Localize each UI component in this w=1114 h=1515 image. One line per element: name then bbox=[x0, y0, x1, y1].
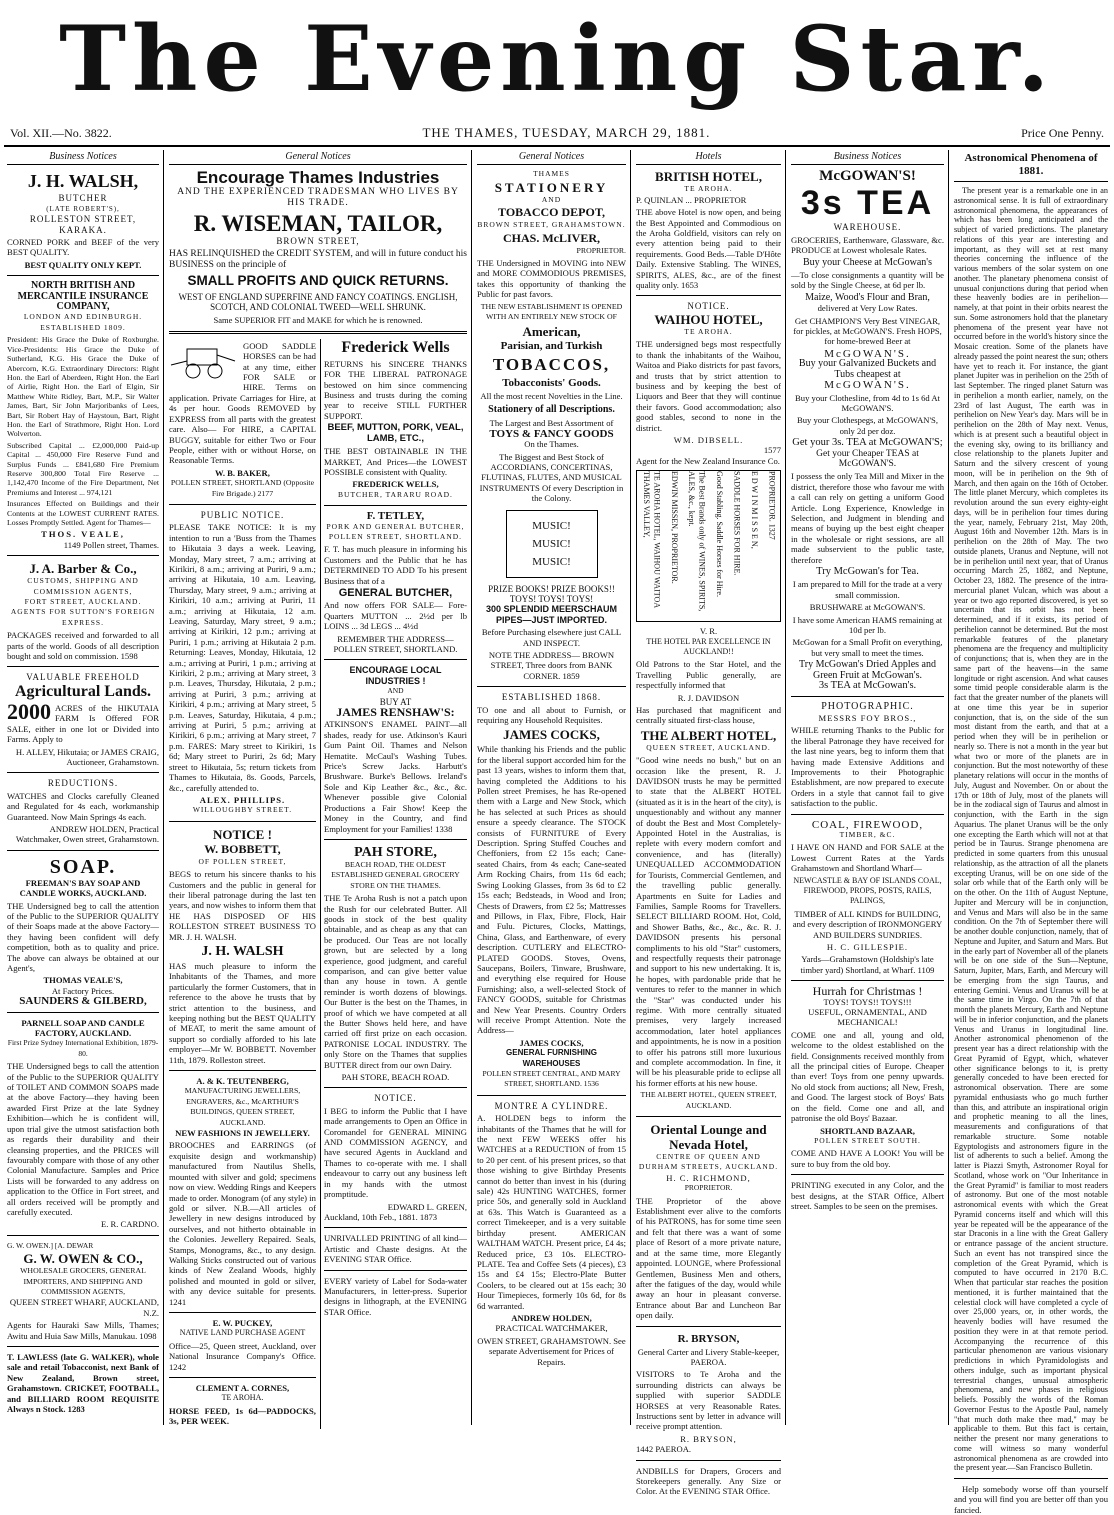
land-title: Agricultural Lands. bbox=[14, 682, 151, 700]
clothes: Buy your Clothesline, from 4d to 1s 6d At McGOWAN'S. bbox=[795, 392, 940, 413]
cheese: Buy your Cheese at McGowan's bbox=[803, 256, 932, 268]
wiseman-fit: Same SUPERIOR FIT and MAKE for which he is renowned. bbox=[213, 315, 423, 326]
gillespie: H. C. GILLESPIE. bbox=[826, 942, 909, 952]
mill: I am prepared to Mill for the trade at a very small commission. bbox=[792, 579, 943, 600]
north-british-directors: President: His Grace the Duke of Roxburghe. Vice-Presidents: His Grace the Duke of Sutherland, K.G. His Grace the Duke of Abercorn, K.G. Extraordinary Directors: Right Hon. the Earl of Aberdeen, Right Hon. the Earl of Airlie, Right Hon. the Earl of Elgin, Sir Matthew White Ridley, Bart, M.P., Sir Walter James, Bart, Sir John Marjoribanks of Lees, Bart, Sir Robert Hay of Haystoun, Bart, Right Hon. the Earl of Strathmore, Right Hon. Lord Wolverton. bbox=[7, 335, 159, 439]
coal-heading: COAL, FIREWOOD, bbox=[811, 818, 924, 831]
buckets: Buy your Galvanized Buckets and Tubs cheapest at bbox=[798, 358, 937, 380]
timber: TIMBER of ALL KINDS for BUILDING, and every description of IRONMONGERY AND BUILDERS SUNDRIES. bbox=[792, 908, 943, 940]
cornes-name: CLEMENT A. CORNES, bbox=[195, 1383, 290, 1393]
holden-address: OWEN STREET, GRAHAMSTOWN. See separate Advertisement for Prices of Repairs. bbox=[477, 1335, 626, 1367]
walsh-address: ROLLESTON STREET, KARAKA. bbox=[29, 214, 137, 235]
cocks-warehouse: GENERAL FURNISHING WAREHOUSES bbox=[506, 1048, 597, 1068]
labels-ad: EVERY variety of Label for Soda-water Manufacturers, in letter-press. Superior designs in lithograph, at the EVENING STAR Office. bbox=[323, 1275, 467, 1317]
toys-toys: TOYS! TOYS! TOYS! bbox=[509, 593, 594, 604]
fashion-text: BROOCHES and EARRINGS (of exquisite design and workmanship) manufactured from Nautilus Shells, mounted with silver and gold; specimens now on view. Wedding Rings and Keepers made to order. Monogram (of any style) in gold or silver. N.B.—All articles of Jewellery in new designs introduced by ourselves, and not hitherto obtainable in the Colonies. Jewellery Repaired. Seals, Stamps, Monograms, &c., to any design. Walking Sticks constructed out of various kinds of New Zealand Woods, highly polished and mounted in gold or silver, with any device suitable for presents. 1241 bbox=[169, 1140, 316, 1307]
bryson-sig: R. BRYSON, bbox=[680, 1433, 737, 1444]
phillips-name: ALEX. PHILLIPS. bbox=[199, 794, 286, 805]
help-somebody: Help somebody worse off than yourself and you will find you are better off than you fancied. bbox=[954, 1484, 1108, 1515]
owen-agents: Agents for Hauraki Saw Mills, Thames; Awitu and Huia Saw Mills, Manukau. 1098 bbox=[7, 1320, 159, 1341]
divider bbox=[477, 686, 626, 687]
instruments: The Biggest and Best Stock of ACCORDIANS, CONCERTINAS, FLUTINAS, FLUTES, AND MUSICAL INSTRUMENTS Of every Description in the Colony. bbox=[479, 451, 624, 504]
cardno: E. R. CARDNO. bbox=[100, 1219, 159, 1230]
column-heading: General Notices bbox=[477, 152, 626, 165]
divider bbox=[7, 1346, 159, 1347]
soap-agent-sub: At Factory Prices. bbox=[51, 985, 115, 996]
coal-sub: TIMBER, &C. bbox=[839, 829, 896, 839]
divider bbox=[636, 295, 781, 296]
owen-name: G. W. OWEN & CO., bbox=[23, 1251, 143, 1267]
walsh-late: (LATE ROBERT'S), bbox=[46, 204, 120, 213]
divider bbox=[7, 666, 159, 667]
par-excellence: THE HOTEL PAR EXCELLENCE IN AUCKLAND!! bbox=[646, 636, 771, 656]
oriental-text: THE Proprietor of the above Establishment ever alive to the comforts of his PATRONS, has for some time seen and felt that there was a want of some place of Resort of a more private nature, and at the same time, more Elegantly appointed. LOUNGE, where Professional Gentlemen, Business Men and others, after the fatigues of the day, would while away an hour in pleasant converse. Entrance about Bar and Luncheon Bar open daily. bbox=[636, 1195, 781, 1321]
cocks-name: JAMES COCKS, bbox=[503, 727, 600, 743]
pegs: Buy your Clothespegs, at McGOWAN'S, only 2d per doz. bbox=[797, 415, 938, 436]
divider bbox=[791, 980, 944, 981]
soap-heading: SOAP. bbox=[49, 855, 117, 878]
wells-text: RETURNS his SINCERE THANKS FOR THE LIBERAL PATRONAGE bestowed on him since commencing Business and trusts during the coming year to receive STILL FURTHER SUPPORT. bbox=[323, 358, 467, 421]
divider bbox=[324, 659, 467, 660]
divider bbox=[169, 504, 316, 505]
divider bbox=[477, 1095, 626, 1096]
veale-name: THOS. VEALE, bbox=[41, 529, 125, 540]
divider bbox=[169, 1070, 316, 1071]
wiseman-slogan: SMALL PROFITS AND QUICK RETURNS. bbox=[187, 272, 449, 288]
te-aroha-hotel-rotated-ad bbox=[636, 470, 781, 622]
walsh-name: J. H. WALSH, bbox=[27, 171, 139, 192]
cocks-intro: TO one and all about to Furnish, or requiring any Household Requisites. bbox=[477, 704, 626, 725]
divider bbox=[324, 839, 467, 840]
land-heading: VALUABLE FREEHOLD bbox=[26, 672, 140, 683]
albert-address: QUEEN STREET, AUCKLAND. bbox=[646, 742, 771, 752]
maize-sub: delivered at Very Low Rates. bbox=[817, 303, 918, 314]
wells-sig: FREDERICK WELLS, bbox=[352, 479, 439, 490]
carriage-illustration bbox=[169, 341, 239, 381]
land-text: ACRES of the HIKUTAIA FARM Is Offered FOR SALE, either in one lot or Divided into Farms. Apply to bbox=[7, 702, 159, 745]
bryson-num: 1442 PAEROA. bbox=[636, 1444, 692, 1455]
cocks-body: While thanking his Friends and the public for the liberal support accorded him for the past 13 years, wishes to inform them that, having completed the Additions to his Pollen street Premises, he has Re-opened them with a Large and New Stock, which he has selected at such Prices as should ensure a speedy clearance. The STOCK consists of FURNITURE of Every Description. Spring Stuffed Couches and Cheffoniers, from £2 15s each; Cane-seated Chairs, from 4s each; Cane-seated Arm Rocking Chairs, from 11s 6d each; Swing Looking Glasses, from 3s 6d to £2 15s each; Bedsteads, in Wood and Iron; Chests of Drawers, from £2 5s; Mattresses and Pillows, in Flax, Fibre, Flock, Hair and Fulu. Pictures, Clocks, Mattings, China, Glass, and Earthenware, of every description. CUTLERY and ELECTRO-PLATED GOODS. Stoves, Ovens, Saucepans, Boilers, Tinware, Brushware, and everything else required for House Furnishing; also, a well-selected Stock of FANCY GOODS, suitable for Christmas and New Year Presents. Country Orders will receive Prompt Attention. Note the Address— bbox=[477, 744, 626, 1036]
waihou-sub: TE AROHA. bbox=[684, 326, 733, 336]
tea-at: Get your 3s. TEA at McGOWAN'S; bbox=[792, 437, 943, 449]
column-divider bbox=[948, 150, 949, 1425]
walsh-trade: BUTCHER bbox=[58, 193, 108, 204]
walsh-best: BEST QUALITY ONLY KEPT. bbox=[24, 259, 142, 270]
dibsell-num: 1577 bbox=[763, 445, 781, 456]
lawless-text: T. LAWLESS (late G. WALKER), whole sale and retail Tobacconist, next Bank of New Zealand, Brown street, Grahamstown. CRICKET, FOOTBALL, and BILLIARD ROOM REQUISITE Always n Stock. 1283 bbox=[7, 1352, 159, 1415]
davidson: R. J. DAVIDSON bbox=[677, 692, 740, 703]
tetley-sale: And now offers FOR SALE— Fore-Quarters MUTTON ... 2½d per lb LOINS ... 3d LEGS ... 4½d bbox=[323, 600, 467, 632]
music-label: MUSIC! bbox=[532, 555, 571, 568]
hams: I have some American HAMS remaining at 10d per lb. bbox=[792, 614, 943, 636]
new-establishment: THE NEW ESTABLISHMENT IS OPENED WITH AN ENTIRELY NEW STOCK OF bbox=[480, 301, 623, 322]
teutenberg-sub: MANUFACTURING JEWELLERS, ENGRAVERS, &c., McARTHUR'S BUILDINGS, QUEEN STREET, AUCKLAND. bbox=[184, 1086, 301, 1127]
parnell-text: THE Undersigned begs to call the attention of the Public to the SUPERIOR QUALITY of TOILET AND COMMON SOAPS made at the above Factory—they having been awarded First Prize at the late Sydney Exhibition—which he is confident will, upon trial give the utmost satisfaction both as regards their durability and their cleansing properties, and the PRICES will favourably compare with those of any other Colonial Manufacture. Samples and Price Lists will be forwarded to any address on application to the Office in Fort street, and all orders received will be promptly and carefully executed. bbox=[7, 1061, 159, 1217]
article-body: The present year is a remarkable one in an astronomical sense. It is full of extraordinary astronomical phenomena, the appearances of which has been long anticipated and the subject of varied predictions. The planetary relations of this year are interesting and important, as they will set at rest many theories concerning the influence of the various members of the solar system on one another. The planetary phenomena consist of unusual conjunctions during that period when these heavenly bodies are in perihelion—namely, at that point in their orbits nearest the sun. Some astronomers hold that the planetary phenomena of the present year have not occurred before in the world's history since the Mosaic creation. Some of the planets have already passed the point nearest the sun; others have yet to reach it. For instance, the giant planet Jupiter was in perihelion on the 25th of last September. The ringed planet Saturn was in perihelion a month earlier, namely, on the 23rd of last August, The earth was in perihelion on New Year's day. Mars will be in perihelion on the 28th of May next. Venus, which is at present such a beautiful object in the evening sky, owing to its brilliancy and close relationship to the planets Jupiter and Saturn and the silvery crescent of young moon, will be in perihelion on the 9th of March, and then again on the 16th of October. The little planet Mercury, which completes its revolution around the sun every eighty-eight days, will be in perihelion four times during the year, namely, February 21st, May 20th, August 16th and November 12th. Mars is in perihelion on the 28th of May. The two outside planets, Uranus and Neptune, will not be in perihelion until next year, that of Uranus occurring March 25, 1882, and Neptune, October 23, 1882. The presence of the intra-mercurial planet Vulcan, which was about a year or two ago reported discovered, is yet so uncertain that its orbit has not been determined, and if it exists, its period of perihelion cannot be determined. But the most remarkable features of the planetary phenomena are the frequency and multiplicity of conjunctions; that is, when they are in the same part of the heavens—in the same longitude or right ascension. And what causes some timid people considerable alarm is the fact that the greater number of the planets will at one time this year be in superior conjunction, that is, on the side of the sun most distant from the earth, and that at a period when they will be in perihelion or nearly so. There is not a month in the year but what two or more of the planets are in conjunction. But the most noteworthy of these planetary relations will occur in the months of July, August and November. On or about the 17th or 18th of July, most of the planets will be in the zodiacal sign of Taurus and almost in conjunction, with the Earth in the sign Aquarius. The planet Uranus will be the only one excepting the Earth which will not at that period be in Taurus. Strange phenomena are predicted in some quarters from this unusual relationship, as the attraction of all the planets excepting Uranus, will be on one side of the solar orb while that of the Earth only will be on the other. On the 11th of August Neptune, Jupiter and Mercury will be in conjunction, and Venus and Mars will also be in the same condition. On the 7th of September there will be another double conjunction, namely, that of Neptune and Jupiter, and Saturn and Mars. But in the early part of November all of the planets will be on one side of the Sun—Neptune, Saturn, Jupiter, Mars, Earth, and Mercury will be emerging from the sign Taurus, and entering Gemini. Venus and Uranus will be at the same time in Virgo. On the 7th of that month the planets Mercury, Earth and Neptune will be in inferior conjunction, and the planets Venus and Uranus in longitudinal line. Another astronomical phenomenon of the present year has a direct relationship with the Great Pyramid of Egypt, which, whatever other significance belongs to it, is pretty generally conceded to have been erected for astronomical observation. There are some pyramidal enthusiasts who go much further than this, and attribute an inspirational origin and prophetic meaning to all the lines, measurements and configurations of that remarkable structure. Some notable Egyptologists and astronomers figure in the list of adherents to such a belief. Among the latter is Piazzi Smyth, Astronomer Royal for Scotland, whose work on "Our Inheritance in the Great Pyramid" is familiar to most readers of astronomy. But one of the most notable astronomical events with which the Great Pyramid concerns itself and which will this year be repeated will be the appearance of the star Draconis in a line with the Great Gallery or entrance passage of the ancient structure. Such an event has not transpired since the completion of the Great Pyramid, which is computed to have occurred in 2170 B.C. When that particular star reaches the position mentioned, it is further maintained that the celestial clock will have completed a cycle of over 25,000 years, or, in other words, the heavenly bodies will have resumed the position they were in at that remote period. Accompanying the recurrence of this particular phenomenon are various visionary predictions in which Pyramidologists and others indulge, such as important physical terrestrial changes, unusual atmospheric phenomena, and new phases in religious beliefs. Possibly the words of the Roman Governor Festus to the Apostle Paul, namely "that much doth make thee mad," may be applicable to them. But this fact is certain, neither the present nor many generations to come will witness so many wonderful astronomical phenomena as are crowded into the present year.—San Francisco Bulletin. bbox=[954, 186, 1108, 1473]
oriental-sub: CENTRE OF QUEEN AND DURHAM STREETS, AUCKLAND. bbox=[638, 1152, 779, 1172]
phillips-address: WILLOUGHBY STREET. bbox=[192, 805, 293, 815]
unrivalled-printing: UNRIVALLED PRINTING of all kind—Artistic and Chaste designs. At the EVENING STAR Office. bbox=[323, 1233, 467, 1265]
green-text: I BEG to inform the Public that I have made arrangements to Open an Office in Coromandel for GENERAL MINING AND COMMISSION AGENCY, and have secured Agents in Auckland and Thames to co-operate with me. I shall endeavour to carry out any business left in my hands with the utmost promptitude. bbox=[323, 1105, 467, 1200]
column-heading: Business Notices bbox=[791, 152, 944, 165]
american: American, bbox=[522, 324, 581, 340]
small-profit: McGowan for a Small Profit on everything, but very small to meet the times. bbox=[792, 637, 943, 658]
divider bbox=[791, 814, 944, 815]
teutenberg-name: A. & K. TEUTENBERG, bbox=[196, 1076, 289, 1087]
tetley-name: F. TETLEY, bbox=[366, 510, 425, 523]
foy-text: WHILE returning Thanks to the Public for the liberal Patronage they have received for the last nine years, beg to inform them that having made Extensive Additions and Improvements to their Photographic Establishment, are now prepared to execute Orders in a style that cannot fail to give satisfaction to the public. bbox=[791, 725, 944, 809]
dibsell: WM. DIBSELL. bbox=[673, 434, 744, 445]
barber-text: PACKAGES received and forwarded to all parts of the world. Goods of all description bought and sold on commission. 1598 bbox=[7, 630, 159, 662]
dried-apples: Try McGowan's Dried Apples and Green Fruit at McGowan's. bbox=[799, 659, 936, 681]
cheaper-teas: Get your Cheaper TEAS at McGOWAN'S. bbox=[816, 448, 919, 469]
tea-3s: 3s TEA at McGowan's. bbox=[818, 680, 917, 692]
richmond-sub: PROPRIETOR. bbox=[684, 1183, 733, 1193]
richmond: H. C. RICHMOND, bbox=[666, 1172, 751, 1183]
column-divider bbox=[785, 150, 786, 1425]
newcastle: NEWCASTLE & BAY OF ISLANDS COAL, bbox=[793, 875, 942, 885]
divider bbox=[169, 1377, 316, 1378]
north-british-sub: LONDON AND EDINBURGH. bbox=[23, 312, 143, 322]
wiseman-name: R. WISEMAN, TAILOR, bbox=[193, 211, 443, 237]
north-british-heading: NORTH BRITISH AND MERCANTILE INSURANCE COMPANY, bbox=[17, 280, 149, 313]
baker-text: GOOD SADDLE HORSES can be had at any time, either FOR SALE or HIRE. Terms on application. Private Carriages for Hire, at 4s per hour. Goods REMOVED by EXPRESS from all parts with the greatest care. Also— For HIRE, a CAPITAL BUGGY, suitable for either Two or Four People, either with or without Horse, on Reasonable Terms. bbox=[169, 340, 316, 466]
albert-sig: THE ALBERT HOTEL, QUEEN STREET, AUCKLAND. bbox=[640, 1090, 777, 1110]
land-acres: 2000 bbox=[7, 698, 51, 724]
divider bbox=[169, 331, 467, 334]
toys: TOYS! TOYS!! TOYS!!! bbox=[823, 996, 912, 1007]
pipes-text: Before Purchasing elsewhere just CALL AND INSPECT. bbox=[481, 627, 622, 648]
british-sub: TE AROHA. bbox=[684, 184, 733, 194]
jhwalsh-name: J. H. WALSH bbox=[201, 943, 284, 959]
bryson-sub: General Carter and Livery Stable-keeper, PAEROA. bbox=[637, 1346, 780, 1367]
public-notice-text: PLEASE TAKE NOTICE: It is my intention to run a 'Buss from the Thames to Hikutaia 3 days a week. Leaving, Monday, Mary street, 7 a.m.; arriving at Kirikiri, 8 a.m.; arriving at Puriri, 9 a.m.; arriving at Hikutaia, 10 a.m. Leaving, Thursday, Mary street, 9 a.m.; arriving at Kirikiri, 10 a.m.; arriving at Puriri, 11 a.m.; arriving at Hikutaia, 12 a.m. Leaving, Saturday, Mary street, 9 a.m.; arriving at Kirikiri, 12 p.m.; arriving at Puriri, 1 p.m.; arriving at Hikutaia 2 p.m. Returning: Leaves, Monday, Hikutaia, 12 a.m.; arriving at Puriri, 1 p.m.; arriving at Kirikiri, 2 p.m.; arriving at Mary street, 3 p.m. Leaves, Thursday, Hikutaia, 2 p.m.; arriving at Puriri, 3 p.m.; arriving at Kirikiri, 4 p.m.; arriving at Mary street, 5 p.m. Leaves, Saturday, Hikutaia, 4 p.m.; arriving at Puriri, 5 p.m.; arriving at Kirikiri, 6 p.m.; arriving at Mary street, 7 p.m. FARES: Mary street to Kirikiri, 1s 6d; Mary street to Puriri, 2s 6d; Mary street to Hikutaia, 5s; return tickets from Thames to Hikutaia, 8s. Goods, Parcels, &c., carefully attended to. bbox=[169, 522, 316, 793]
tetley-address: REMEMBER THE ADDRESS— POLLEN STREET, SHORTLAND. bbox=[333, 633, 458, 654]
divider bbox=[324, 1270, 467, 1271]
davidson-text: Has purchased that magnificent and centrally situated first-class house, bbox=[636, 705, 781, 726]
baker-name: W. B. BAKER, bbox=[215, 467, 270, 478]
column-astronomy-article bbox=[951, 152, 1111, 1515]
saunders-gilberd: SAUNDERS & GILBERD, bbox=[19, 995, 147, 1008]
cocks-address: POLLEN STREET CENTRAL, AND MARY STREET, SHORTLAND. 1536 bbox=[482, 1069, 621, 1089]
music-label: MUSIC! bbox=[532, 537, 571, 550]
price: Price One Penny. bbox=[1021, 125, 1104, 140]
bryson-text: VISITORS to Te Aroha and the surrounding districts can always be supplied with superior SADDLE HORSES at very Reasonable Rates. Instructions sent by letter in advance will receive prompt attention. bbox=[636, 1369, 781, 1432]
notice-heading: NOTICE ! bbox=[213, 826, 272, 842]
brushware: BRUSHWARE at McGOWAN'S. bbox=[809, 602, 926, 613]
parnell-sub: First Prize Sydney International Exhibition, 1879-80. bbox=[7, 1038, 159, 1058]
bobbett-text: BEGS to return his sincere thanks to his Customers and the public in general for their liberal patronage during the last ten years, and now wishes to inform them that HE HAS DISPOSED OF HIS ROLLESTON STREET BUSINESS TO MR. J. H. WALSH. bbox=[169, 869, 316, 942]
tea-heading: 3s TEA bbox=[800, 184, 935, 223]
tea-mixer: I possess the only Tea Mill and Mixer in the district, therefore those who favour me with a call can rely on getting a uniform Good Article. Long Experience, Knowledge in Selection, and Judgment in blending and means of buying up the best eight cheaper in the wholesale or right sessions, are all made subservient to the public taste, therefore bbox=[791, 471, 944, 565]
land-contact: H. ALLEY, Hikutaia; or JAMES CRAIG, Auctioneer, Grahamstown. bbox=[15, 746, 159, 767]
column-general-notices-1 bbox=[166, 151, 470, 1427]
wiseman-cloth: WEST OF ENGLAND SUPERFINE AND FANCY COATINGS. ENGLISH, SCOTCH, AND COLONIAL TWEED—WELL SHRUNK. bbox=[178, 291, 458, 313]
rotated-line: Good Stabling. Saddle Horses for Hire. bbox=[715, 471, 725, 598]
albert-hotel: THE ALBERT HOTEL, bbox=[640, 727, 777, 743]
baker-address: POLLEN STREET, SHORTLAND (Opposite Fire Brigade.) 2177 bbox=[170, 478, 315, 498]
owen-address: QUEEN STREET WHARF, AUCKLAND, N.Z. bbox=[9, 1297, 159, 1318]
column-business-notices-1 bbox=[4, 152, 162, 1422]
established-1868: ESTABLISHED 1868. bbox=[501, 692, 602, 703]
column-divider bbox=[471, 150, 472, 1425]
mciver-name: CHAS. McLIVER, bbox=[502, 230, 600, 245]
bazaar-address: POLLEN STREET SOUTH. bbox=[814, 1135, 921, 1145]
toys-text: COME one and all, young and old, welcome to the oldest established on the field. Consignments received monthly from all the principal cities of Europe. Cheaper than ever! Toys from one penny upwards. No old stock from auctions; all New, Fresh, and Good. The largest stock of Boys' Bats on the field. Come one and all, and patronise the old Boys' Bazaar. bbox=[791, 1029, 944, 1124]
encourage-sub: AND THE EXPERIENCED TRADESMAN WHO LIVES BY HIS TRADE. bbox=[177, 187, 459, 208]
mcgowan-heading: McGOWAN'S! bbox=[819, 168, 916, 185]
wiseman-text: HAS RELINQUISHED the CREDIT SYSTEM, and will in future conduct his BUSINESS on the principle of bbox=[169, 248, 467, 270]
north-british-note: Insurances Effected on Buildings and their Contents at the LOWEST CURRENT RATES. Losses Promptly Settled. Agent for Thames— bbox=[7, 499, 159, 527]
dateline bbox=[10, 123, 1104, 143]
soap-text: THE Undersigned beg to call the attention of the Public to the SUPERIOR QUALITY of their Soaps made at the above Factory—they having been confident will defy competition, both as to quality and price. The above can always be obtained at our Agent's, bbox=[7, 900, 159, 973]
foy-bros: MESSRS FOY BROS., bbox=[818, 712, 917, 723]
cornes-text: HORSE FEED, 1s 6d—PADDOCKS, 3s, PER WEEK. bbox=[169, 1405, 316, 1427]
parisian: Parisian, and Turkish bbox=[500, 340, 603, 353]
handbills: ANDBILLS for Drapers, Grocers and Storekeepers generally. Any Size or Color. At the EVENING STAR Office. bbox=[636, 1465, 781, 1497]
rotated-line: TE AROHA HOTEL, WAIHOU WAITOA THAMES VALLEY, bbox=[641, 471, 662, 608]
divider bbox=[7, 1012, 159, 1013]
pah-sub: BEACH ROAD, THE OLDEST ESTABLISHED GENERAL GROCERY STORE ON THE THAMES. bbox=[331, 859, 460, 890]
tetley-big: GENERAL BUTCHER, bbox=[338, 586, 453, 599]
prize-books: PRIZE BOOKS! PRIZE BOOKS!! bbox=[488, 583, 615, 594]
toys-fancy: TOYS & FANCY GOODS bbox=[489, 427, 614, 440]
divider bbox=[324, 505, 467, 506]
mciver-text: THE Undersigned in MOVING into NEW and MORE COMMODIOUS PREMISES, takes this opportunity of thanking the Public for past favors. bbox=[477, 258, 626, 300]
albert-text: "Good wine needs no bush," but on an occasion like the present, R. J. DAVIDSON trusts he may be permitted to state that the ALBERT HOTEL (situated as it is in the heart of the city), is unquestionably and without any manner of doubt the Best and Most Completely-Appointed Hotel in the Australias, is replete with every modern comfort and convenience, and has (literally) UNEQUALLED ACCOMMODATION for Tourists, Commercial Gentlemen, and the travelling public generally. Apartments en Suite for Ladies and Families, Sample Rooms for Travellers. SELECT BILLIARD ROOM. Hot, Cold, and Shower Baths, &c., &c., &c. R. J. DAVIDSON presents his personal compliments to his old "Star" customers, and respectfully requests their patronage and support to his new undertaking. It is, he hopes, with pardonable pride that he ventures to refer to the manner in which the "Star" was conducted under his regime. With more centrally situated premises, very largely increased accommodation, later hotel appliances and appointments, he is now in a position to offer his patrons still more luxurious and complete accommodation. In fine, it will be his pleasurable pride to eclipse all his former efforts at his new house. bbox=[636, 755, 781, 1088]
warehouse: WAREHOUSE. bbox=[833, 222, 902, 233]
pah-text: THE Te Aroha Rush is not a patch upon the Rush for our celebrated Butter. All goods in stock of the best quality obtainable, and as cheap as any that can be produced. Our Teas are not locally grown, but are selected by a long experience, good judgment, and careful comparison, and can give better value than any house in town. A gentle reminder is worth dozens of blowings. Our Butter is the best on the Thames, in proof of which we have competed at all the Butter Shows held here, and have carried off first prize on each occasion. PATRONISE LOCAL INDUSTRY. The only Store on the Thames that supplies BUTTER direct from our own Dairy. bbox=[323, 893, 467, 1070]
rotated-line: EDWIN MISSEN, PROPRIETOR. bbox=[669, 471, 679, 584]
montre-heading: MONTRE A CYLINDRE. bbox=[494, 1100, 609, 1111]
owen-small: G. W. OWEN.] [A. DEWAR bbox=[7, 1240, 94, 1250]
green-date: Auckland, 10th Feb., 1881. 1873 bbox=[323, 1211, 438, 1222]
gillespie-address: Yards—Grahamstown (Holdship's late timber yard) Shortland, at Wharf. 1109 bbox=[800, 954, 935, 975]
music-label: MUSIC! bbox=[532, 519, 571, 532]
column-business-notices-2 bbox=[788, 152, 947, 1422]
photographic: PHOTOGRAPHIC. bbox=[821, 701, 914, 713]
useful: USEFUL, ORNAMENTAL, AND MECHANICAL! bbox=[808, 1007, 927, 1028]
rotated-line: PROPRIETOR. 1327 bbox=[767, 471, 777, 540]
jhwalsh-text: HAS much pleasure to inform the Inhabitants of the Thames, and more particularly the former Customers, that in reference to the above he trusts that by strict attention to the business, and keeping nothing but the BEST QUALITY of MEAT, to merit the same amount of support so cordially afforded to his late employer—Mr W. BOBBETT. November 11th, 1879. Rolleston street. bbox=[169, 960, 316, 1065]
column-heading: General Notices bbox=[169, 152, 467, 165]
barber-name: J. A. Barber & Co., bbox=[29, 561, 137, 577]
newspaper-title: The Evening Star. bbox=[59, 6, 1055, 112]
wells-sig2: BUTCHER, TARARU ROAD. bbox=[338, 489, 453, 499]
tobaccos: TOBACCOS, bbox=[492, 355, 611, 375]
bryson-name: R. BRYSON, bbox=[677, 1332, 740, 1345]
vinegar: Get CHAMPION'S Very Best VINEGAR, for pickles, at McGOWAN'S. Fresh HOPS, for home-brewed Beer at bbox=[793, 315, 942, 347]
toys-sub: On the Thames. bbox=[524, 439, 579, 450]
oriental-lounge: Oriental Lounge and Nevada Hotel, bbox=[650, 1122, 767, 1153]
wiseman-address: BROWN STREET, bbox=[276, 236, 360, 247]
tetley-text: F. T. has much pleasure in informing his Customers and the Public that he has DETERMINED TO ADD To his present Business that of a bbox=[323, 544, 467, 586]
christmas: Hurrah for Christmas ! bbox=[812, 984, 923, 999]
puckey-name: E. W. PUCKEY, bbox=[212, 1317, 273, 1328]
barber-agent: AGENTS FOR SUTTON'S FOREIGN EXPRESS. bbox=[10, 607, 156, 627]
mciver-sub: PROPRIETOR. bbox=[576, 245, 626, 255]
divider bbox=[324, 1227, 467, 1228]
volume-number: Vol. XII.—No. 3822. bbox=[10, 125, 112, 140]
green-notice: NOTICE. bbox=[374, 1093, 417, 1104]
divider bbox=[954, 1478, 1108, 1479]
holden-name: ANDREW HOLDEN, bbox=[511, 1312, 592, 1323]
insurance-agent: Agent for the New Zealand Insurance Co. bbox=[636, 455, 780, 466]
renshaw-text: ATKINSON'S ENAMEL PAINT—all shades, ready for use. Atkinson's Kauri Gum Paint Oil. Thames and Nelson Hematite. McCaul's Washing Tubes. Price's Screw Jacks. Harbutt's Brushware. Burke's Bellows. Ireland's Sole and Kip Leather &c., &c., &c. Whenever possible give Colonial Productions a Fair Show! Keep the Money in the Country, and find Employment for your Families! 1338 bbox=[323, 719, 467, 834]
column-heading: Business Notices bbox=[7, 152, 159, 165]
stationery-heading: STATIONERY bbox=[494, 179, 609, 195]
pah-sig: PAH STORE, BEACH ROAD. bbox=[341, 1072, 450, 1083]
column-heading: Hotels bbox=[636, 152, 781, 165]
british-text: THE above Hotel is now open, and being the Best Appointed and Commodious on the Aroha Goldfield, visitors can rely on every attention being paid to their requirements. Good Beds.—Table D'Hôte Daily. Extensive Stabling. The WINES, SPIRITS, ALES, &c., are of the finest quality only. 1653 bbox=[636, 207, 781, 291]
divider bbox=[791, 696, 944, 697]
divider bbox=[7, 275, 159, 276]
music-box bbox=[506, 510, 598, 578]
soap-agent: THOMAS VEALE'S, bbox=[43, 975, 123, 986]
article-title: Astronomical Phenomena of 1881. bbox=[954, 152, 1108, 182]
masthead-rule bbox=[4, 145, 1110, 147]
printing-ad: PRINTING executed in any Color, and the best designs, at the STAR Office, Albert street. Samples to be seen on the premises. bbox=[791, 1180, 944, 1211]
groceries: GROCERIES, Earthenware, Glassware, &c. PRODUCE at Lowest wholesale Rates. bbox=[791, 234, 944, 256]
divider bbox=[791, 1174, 944, 1175]
wells-best: THE BEST OBTAINABLE IN THE MARKET, And Prices—the LOWEST POSSIBLE consistent with Quality. bbox=[323, 446, 467, 477]
buy-at: BUY AT bbox=[379, 696, 412, 707]
coal-text: I HAVE ON HAND and FOR SALE at the Lowest Current Rates at the Yards Grahamstown and Shortland Wharf— bbox=[791, 842, 944, 874]
firewood: FIREWOOD, PROPS, POSTS, RAILS, PALINGS, bbox=[803, 885, 932, 906]
divider bbox=[7, 1235, 159, 1236]
owen-sub: WHOLESALE GROCERS, GENERAL IMPORTERS, AND SHIPPING AND COMMISSION AGENTS, bbox=[20, 1266, 146, 1296]
reductions-text: WATCHES and Clocks carefully Cleaned and Regulated for 4s each, workmanship Guaranteed. Now Main Springs 4s each. bbox=[7, 790, 159, 822]
renshaw-name: JAMES RENSHAW'S: bbox=[336, 705, 455, 720]
green-name: EDWARD L. GREEN, bbox=[387, 1201, 467, 1212]
divider bbox=[636, 1116, 781, 1117]
column-divider bbox=[630, 150, 631, 1425]
barber-sub: CUSTOMS, SHIPPING AND COMMISSION AGENTS, bbox=[27, 576, 139, 596]
barber-address: FORT STREET, AUCKLAND. bbox=[24, 597, 142, 607]
column-hotels bbox=[633, 151, 784, 1497]
look-in: COME AND HAVE A LOOK! You will be sure to buy from the old boy. bbox=[791, 1148, 944, 1169]
waihou-text: THE undersigned begs most respectfully to thank the inhabitants of the Waihou, Waitoa and Piako districts for past favors, and trusts that by strict attention to business and by keeping the best of Liquors and Beer that they will continue their favors. Good accommodation; also good stables, second to none in the district. bbox=[636, 339, 781, 433]
fashion-heading: NEW FASHIONS IN JEWELLERY. bbox=[175, 1128, 310, 1139]
rotated-line: The Best Brands only of WINES, SPIRITS, ALES, &c., kept. bbox=[687, 471, 707, 612]
cocks-sig: JAMES COCKS, bbox=[519, 1037, 584, 1048]
maize: Maize, Wood's Flour and Bran, bbox=[805, 291, 930, 303]
bobbett-sub: OF POLLEN STREET, bbox=[198, 856, 287, 866]
tobacconists: Tobacconists' Goods. bbox=[502, 377, 601, 390]
wells-meat: BEEF, MUTTON, PORK, VEAL, LAMB, ETC., bbox=[327, 422, 464, 444]
toys-heading: The Largest and Best Assortment of bbox=[489, 418, 614, 429]
divider bbox=[7, 555, 159, 556]
stationery-address: BROWN STREET, GRAHAMSTOWN. bbox=[477, 220, 626, 230]
holden-text: A. HOLDEN begs to inform the inhabitants of the Thames that he will for the next FEW WEEKS offer his WATCHES at a REDUCTION of from 15 to 20 per cent. of his present prices, so that those wishing to give Birthday Presents cannot do better than invest in his (during sale) 42s HUNTING WATCHES, former price 50s, and generally sold in Auckland at 63s. This Watch is Guaranteed as a correct Timekeeper, and is a very suitable birthday present. AMERICAN WALTHAM WATCH. Present price, £4 4s; Reduced price, £3 10s. ELECTRO-PLATE. Tea and Coffee Sets (4 pieces), £3 15s and £4 15s; Electro-Plate Butter Coolers, to be cleared out at 15s each; 30 Hour Timepieces, formerly 10s 6d, for 8s 6d warranted. bbox=[477, 1113, 626, 1311]
holden-sub: PRACTICAL WATCHMAKER, bbox=[495, 1323, 608, 1334]
encourage-and: AND bbox=[387, 686, 404, 696]
masthead bbox=[0, 0, 1114, 118]
tobacco-depot: TOBACCO DEPOT, bbox=[498, 205, 605, 220]
reductions-heading: REDUCTIONS. bbox=[47, 778, 119, 789]
british-hotel: BRITISH HOTEL, bbox=[655, 169, 762, 185]
puckey-sub: NATIVE LAND PURCHASE AGENT bbox=[179, 1328, 306, 1338]
north-british-est: ESTABLISHED 1809. bbox=[40, 322, 126, 332]
try-tea: Try McGowan's for Tea. bbox=[816, 566, 919, 577]
vr: V. R. bbox=[699, 626, 718, 637]
rotated-line: SADDLE HORSES FOR HIRE. bbox=[732, 471, 742, 576]
encourage-heading: Encourage Thames Industries bbox=[196, 168, 440, 188]
bobbett-name: W. BOBBETT, bbox=[204, 841, 281, 856]
divider bbox=[7, 850, 159, 851]
divider bbox=[169, 821, 316, 822]
novelties: All the most recent Novelties in the Line. bbox=[480, 391, 623, 402]
divider bbox=[636, 1326, 781, 1327]
divider bbox=[324, 1087, 467, 1088]
north-british-finance: Subscribed Capital ... £2,000,000 Paid-up Capital ... 450,000 Fire Reserve Fund and Surplus Funds ... £841,680 Fire Premium Reserve 300,800 Total Fire Reserve ... 1,142,470 Income of the Fire Department, Net Premiums and Interest ... 974,121 bbox=[7, 440, 159, 497]
veale-address: 1149 Pollen street, Thames. bbox=[63, 539, 159, 550]
mcgowans-2: McGOWAN'S. bbox=[824, 379, 911, 392]
rotated-line: E D W I N M I S S E N, bbox=[750, 471, 759, 549]
and-label: AND bbox=[541, 194, 562, 204]
divider bbox=[169, 1312, 316, 1313]
waihou-hotel: WAIHOU HOTEL, bbox=[654, 311, 763, 327]
shortland-bazaar: SHORTLAND BAZAAR, bbox=[820, 1125, 915, 1136]
pah-heading: PAH STORE, bbox=[354, 844, 437, 860]
soap-sub: FREEMAN'S BAY SOAP AND CANDLE WORKS, AUCKLAND. bbox=[19, 877, 147, 899]
encourage-local: ENCOURAGE LOCAL INDUSTRIES ! bbox=[349, 665, 442, 686]
divider bbox=[636, 1460, 781, 1461]
wells-heading: Frederick Wells bbox=[341, 338, 450, 356]
parnell-heading: PARNELL SOAP AND CANDLE FACTORY, AUCKLAND. bbox=[21, 1017, 145, 1039]
public-notice-heading: PUBLIC NOTICE. bbox=[200, 509, 285, 520]
pipes-address: NOTE THE ADDRESS— BROWN STREET, Three doors from BANK CORNER. 1859 bbox=[488, 649, 615, 681]
divider bbox=[7, 772, 159, 773]
issue-date: THE THAMES, TUESDAY, MARCH 29, 1881. bbox=[422, 125, 711, 140]
pipes: 300 SPLENDID MEERSCHAUM PIPES—JUST IMPORTED. bbox=[485, 604, 618, 625]
column-general-notices-2 bbox=[474, 152, 629, 1422]
cheese-text: —To close consignments a quantity will be sold by the Single Cheese, at 6d per lb. bbox=[791, 270, 944, 291]
thames-label: THAMES bbox=[533, 169, 570, 179]
reductions-sig: ANDREW HOLDEN, Practical Watchmaker, Owen street, Grahamstown. bbox=[15, 823, 159, 845]
par-text: Old Patrons to the Star Hotel, and the Travelling Public generally, are respectfully informed that bbox=[636, 659, 781, 691]
tetley-sub: PORK AND GENERAL BUTCHER, POLLEN STREET, SHORTLAND. bbox=[326, 521, 465, 541]
mcgowans-1: McGOWAN'S. bbox=[824, 347, 911, 360]
stationery-all: Stationery of all Descriptions. bbox=[488, 403, 615, 415]
walsh-text: CORNED PORK and BEEF of the very BEST QUALITY. bbox=[7, 237, 159, 258]
quinlan: P. QUINLAN ... PROPRIETOR bbox=[636, 194, 747, 205]
puckey-office: Office—25, Queen street, Auckland, over National Insurance Company's Office. 1242 bbox=[169, 1340, 316, 1372]
column-divider bbox=[163, 150, 164, 1425]
cornes-sub: TE AROHA. bbox=[221, 1393, 264, 1403]
notice-heading: NOTICE. bbox=[687, 301, 730, 312]
